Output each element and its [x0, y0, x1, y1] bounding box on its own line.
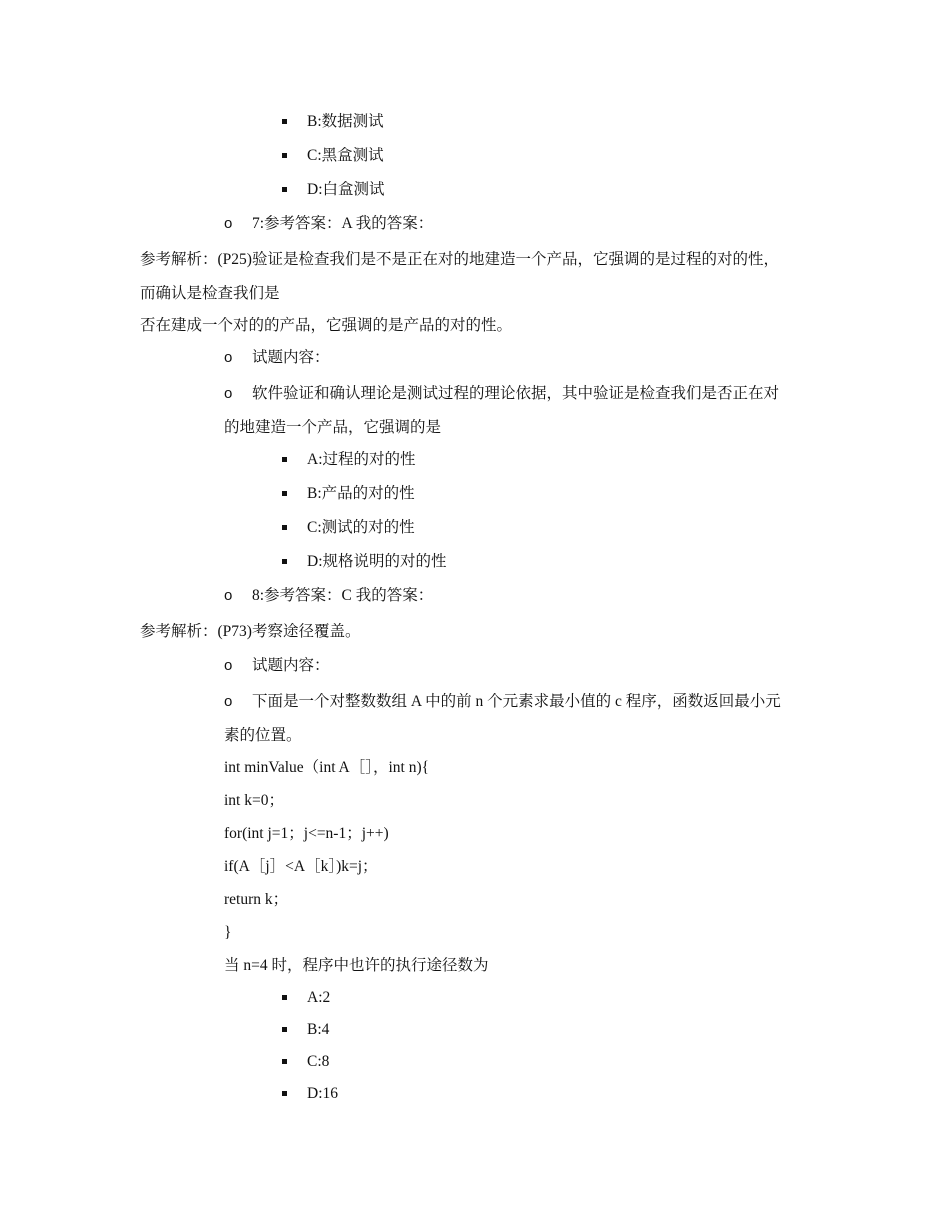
- q7-option-b: B:产品的对的性: [307, 485, 415, 502]
- q8-question-line-2: 素的位置。: [224, 727, 302, 744]
- square-bullet: [282, 491, 287, 496]
- circle-bullet: o: [224, 657, 233, 674]
- q7-analysis-line-1: 参考解析：(P25)验证是检查我们是不是正在对的地建造一个产品，它强调的是过程的对的性，: [140, 251, 779, 268]
- q8-question-line-1: 下面是一个对整数数组 A 中的前 n 个元素求最小值的 c 程序，函数返回最小元: [252, 693, 781, 710]
- square-bullet: [282, 153, 287, 158]
- square-bullet: [282, 559, 287, 564]
- square-bullet: [282, 995, 287, 1000]
- circle-bullet: o: [224, 693, 233, 710]
- q6-option-d: D:白盒测试: [307, 181, 385, 198]
- q7-analysis-line-3: 否在建成一个对的的产品，它强调的是产品的对的性。: [140, 317, 513, 334]
- circle-bullet: o: [224, 385, 233, 402]
- q6-option-b: B:数据测试: [307, 113, 384, 130]
- square-bullet: [282, 1027, 287, 1032]
- square-bullet: [282, 1059, 287, 1064]
- square-bullet: [282, 119, 287, 124]
- q8-option-c: C:8: [307, 1053, 330, 1070]
- q7-option-d: D:规格说明的对的性: [307, 553, 447, 570]
- circle-bullet: o: [224, 215, 233, 232]
- code-line: }: [224, 924, 232, 941]
- q8-prompt: 当 n=4 时，程序中也许的执行途径数为: [224, 957, 489, 974]
- q8-option-b: B:4: [307, 1021, 330, 1038]
- q7-question-line-2: 的地建造一个产品，它强调的是: [224, 419, 442, 436]
- q8-answer-line: 8:参考答案：C 我的答案：: [252, 587, 434, 604]
- code-line: int minValue（int A［］，int n){: [224, 759, 430, 776]
- q8-option-a: A:2: [307, 989, 331, 1006]
- q7-option-c: C:测试的对的性: [307, 519, 415, 536]
- q7-option-a: A:过程的对的性: [307, 451, 416, 468]
- square-bullet: [282, 525, 287, 530]
- q7-content-label: 试题内容：: [252, 349, 330, 366]
- circle-bullet: o: [224, 587, 233, 604]
- code-line: if(A［j］<A［k］)k=j；: [224, 858, 378, 875]
- q7-question-line-1: 软件验证和确认理论是测试过程的理论依据，其中验证是检查我们是否正在对: [252, 385, 780, 402]
- q8-option-d: D:16: [307, 1085, 338, 1102]
- square-bullet: [282, 457, 287, 462]
- square-bullet: [282, 1091, 287, 1096]
- q8-analysis-line: 参考解析：(P73)考察途径覆盖。: [140, 623, 361, 640]
- q7-analysis-line-2: 而确认是检查我们是: [140, 285, 280, 302]
- code-line: int k=0；: [224, 792, 284, 809]
- code-line: return k；: [224, 891, 289, 908]
- q7-answer-line: 7:参考答案：A 我的答案：: [252, 215, 434, 232]
- circle-bullet: o: [224, 349, 233, 366]
- q6-option-c: C:黑盒测试: [307, 147, 384, 164]
- code-line: for(int j=1；j<=n-1；j++): [224, 825, 389, 842]
- q8-content-label: 试题内容：: [252, 657, 330, 674]
- square-bullet: [282, 187, 287, 192]
